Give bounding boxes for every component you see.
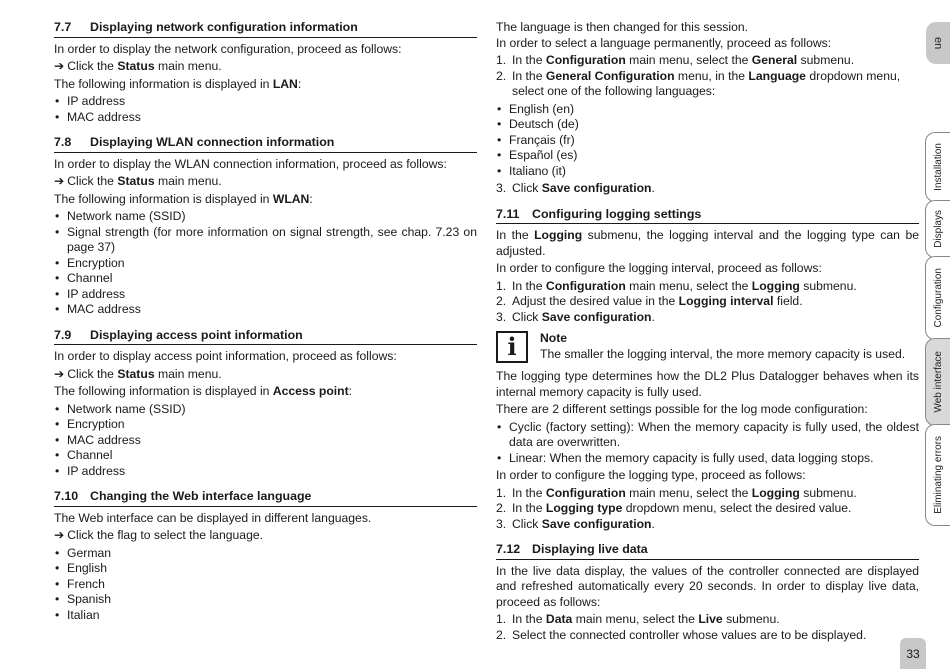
- list-item: • French: [54, 577, 477, 593]
- note-box: [496, 331, 919, 363]
- list-item: • IP address: [54, 464, 477, 480]
- list-item: • MAC address: [54, 433, 477, 449]
- list-item: • Encryption: [54, 256, 477, 272]
- list-item: 2. Select the connected controller whose values are to be displayed.: [496, 627, 867, 642]
- paragraph: In order to display access point information, proceed as follows:: [54, 349, 397, 363]
- list-item: • Deutsch (de): [496, 117, 919, 133]
- paragraph: The logging type determines how the DL2 Plus Datalogger behaves when its internal memory capacity is fully used.: [496, 369, 919, 399]
- language-options-list: [496, 102, 919, 180]
- step-line: ➔ Click the flag to select the language.: [54, 528, 264, 542]
- list-item: 2. In the General Configuration menu, in the Language dropdown menu, select one of the following languages:: [496, 68, 901, 98]
- list-item: • Italian: [54, 608, 477, 624]
- info-line: The following information is displayed in Access point:: [54, 384, 353, 398]
- lan-info-list: [54, 94, 477, 125]
- section-heading-7-12: 7.12 Displaying live data: [496, 542, 919, 560]
- left-column: [54, 20, 477, 625]
- right-arrow-icon: ➔: [54, 528, 65, 542]
- section-heading-7-11: 7.11 Configuring logging settings: [496, 207, 919, 225]
- paragraph: In order to configure the logging interval, proceed as follows:: [496, 261, 822, 275]
- tab-eliminating-errors[interactable]: Eliminating errors: [925, 424, 950, 526]
- step-line: ➔ Click the Status main menu.: [54, 59, 222, 73]
- paragraph: In the live data display, the values of the controller connected are displayed and refreshed automatically every 20 seconds. In order to display live data, proceed as follows:: [496, 563, 919, 609]
- list-item: 1. In the Data main menu, select the Live submenu.: [496, 612, 780, 626]
- tab-configuration[interactable]: Configuration: [925, 256, 950, 340]
- logging-type-steps: [496, 486, 919, 533]
- step-line: ➔ Click the Status main menu.: [54, 174, 222, 188]
- right-arrow-icon: ➔: [54, 59, 65, 73]
- info-icon: i: [496, 331, 528, 363]
- list-item: • MAC address: [54, 110, 477, 126]
- list-item: • German: [54, 546, 477, 562]
- paragraph: In the Logging submenu, the logging interval and the logging type can be adjusted.: [496, 228, 919, 258]
- section-heading-7-7: 7.7 Displaying network configuration information: [54, 20, 477, 38]
- list-item: • Italiano (it): [496, 164, 919, 180]
- paragraph: In order to display the network configuration, proceed as follows:: [54, 41, 402, 56]
- list-item: • Encryption: [54, 417, 477, 433]
- list-item: • English (en): [496, 102, 919, 118]
- wlan-info-list: [54, 209, 477, 318]
- list-item: 2. Adjust the desired value in the Logging interval field.: [496, 294, 803, 308]
- logging-interval-steps: [496, 279, 919, 326]
- paragraph: There are 2 different settings possible for the log mode configuration:: [496, 402, 868, 416]
- paragraph: The Web interface can be displayed in different languages.: [54, 510, 372, 525]
- right-arrow-icon: ➔: [54, 366, 65, 381]
- list-item: 2. In the Logging type dropdown menu, select the desired value.: [496, 501, 852, 515]
- list-item: • Network name (SSID): [54, 209, 477, 225]
- tab-web-interface[interactable]: Web interface: [925, 338, 950, 426]
- language-list: [54, 546, 477, 624]
- list-item: 1. In the Configuration main menu, select the Logging submenu.: [496, 278, 857, 293]
- step-line: ➔ Click the Status main menu.: [54, 366, 222, 381]
- note-text: The smaller the logging interval, the more memory capacity is used.: [540, 346, 906, 361]
- list-item: • Network name (SSID): [54, 402, 477, 418]
- list-item: • Linear: When the memory capacity is fully used, data logging stops.: [496, 451, 919, 467]
- tab-installation[interactable]: Installation: [925, 132, 950, 202]
- tab-language[interactable]: en: [926, 22, 950, 64]
- list-item: 1. In the Configuration main menu, select the Logging submenu.: [496, 485, 857, 500]
- right-arrow-icon: ➔: [54, 174, 65, 188]
- list-item: • Français (fr): [496, 133, 919, 149]
- list-item: • Signal strength (for more information on signal strength, see chap. 7.23 on page 37): [54, 225, 477, 256]
- list-item: • Español (es): [496, 148, 919, 164]
- list-item: 3. Click Save configuration.: [496, 309, 655, 324]
- note-title: Note: [540, 331, 568, 345]
- list-item: • Channel: [54, 271, 477, 287]
- list-item: • Cyclic (factory setting): When the memory capacity is fully used, the oldest data are overwritten.: [496, 420, 919, 451]
- paragraph: In order to configure the logging type, proceed as follows:: [496, 468, 806, 482]
- section-heading-7-9: 7.9 Displaying access point information: [54, 328, 477, 346]
- log-mode-list: [496, 420, 919, 467]
- section-heading-7-8: 7.8 Displaying WLAN connection information: [54, 135, 477, 153]
- section-heading-7-10: 7.10 Changing the Web interface language: [54, 489, 477, 507]
- list-item: 3. Click Save configuration.: [496, 181, 655, 195]
- access-point-info-list: [54, 402, 477, 480]
- list-item: • Channel: [54, 448, 477, 464]
- live-data-steps: [496, 612, 919, 643]
- list-item: • IP address: [54, 287, 477, 303]
- paragraph: In order to select a language permanently, proceed as follows:: [496, 35, 832, 50]
- list-item: 1. In the Configuration main menu, select the General submenu.: [496, 53, 855, 67]
- list-item: • English: [54, 561, 477, 577]
- list-item: 3. Click Save configuration.: [496, 516, 655, 531]
- page-number: 33: [900, 638, 926, 669]
- language-steps-cont: [496, 181, 919, 197]
- list-item: • MAC address: [54, 302, 477, 318]
- tab-displays[interactable]: Displays: [925, 200, 950, 258]
- list-item: • Spanish: [54, 592, 477, 608]
- paragraph: The language is then changed for this session.: [496, 20, 749, 34]
- list-item: • IP address: [54, 94, 477, 110]
- paragraph: In order to display the WLAN connection information, proceed as follows:: [54, 156, 447, 171]
- info-line: The following information is displayed in WLAN:: [54, 191, 313, 206]
- right-column: [496, 20, 919, 645]
- language-steps: [496, 53, 919, 100]
- info-line: The following information is displayed in LAN:: [54, 76, 302, 91]
